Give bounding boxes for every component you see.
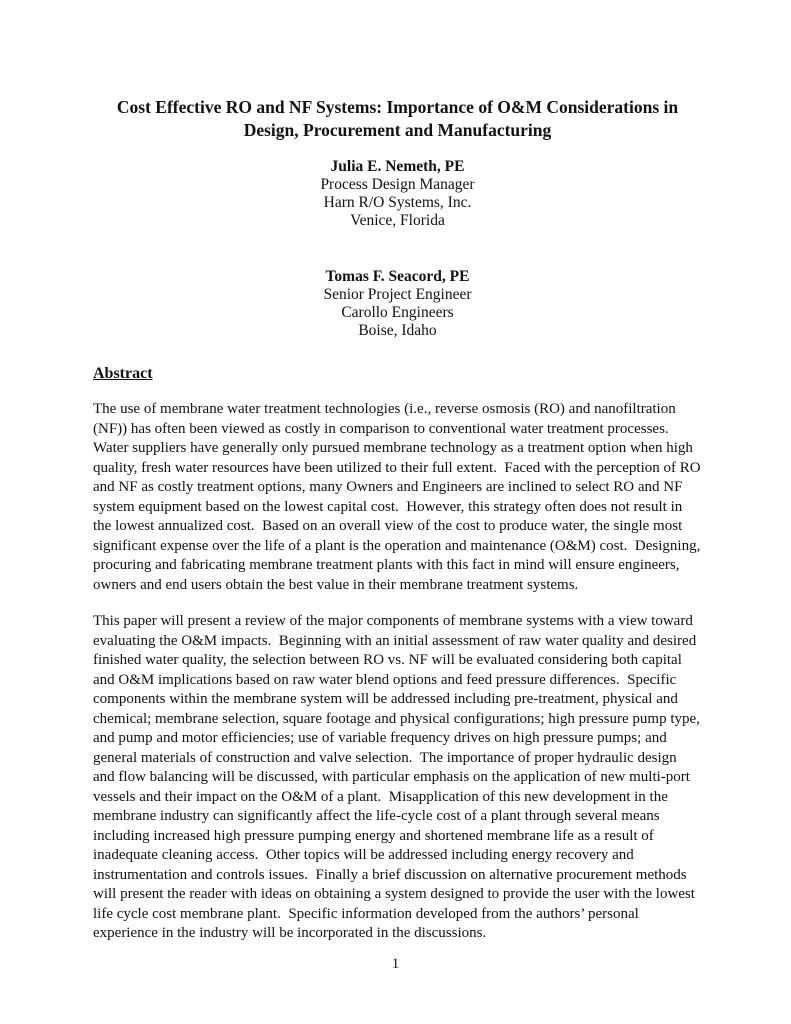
author-role: Senior Project Engineer xyxy=(323,286,472,303)
author-location: Boise, Idaho xyxy=(358,322,437,339)
author-location: Venice, Florida xyxy=(350,212,445,229)
author-block-1 xyxy=(93,158,702,230)
author-company: Carollo Engineers xyxy=(341,304,454,321)
abstract-paragraph-1: The use of membrane water treatment technologies (i.e., reverse osmosis (RO) and nanofiltration (NF)) has often been viewed as costly in comparison to conventional water treatment processes. Water suppliers have generally only pursued membrane technology as a treatment option when high quality, fresh water resources have been utilized to their full extent. Faced with the perception of RO and NF as costly treatment options, many Owners and Engineers are inclined to select RO and NF system equipment based on the lowest capital cost. However, this strategy often does not result in the lowest annualized cost. Based on an overall view of the cost to produce water, the single most significant expense over the life of a plant is the operation and maintenance (O&M) cost. Designing, procuring and fabricating membrane treatment plants with this fact in mind will ensure engineers, owners and end users obtain the best value in their membrane treatment systems. xyxy=(93,401,705,593)
page-number: 1 xyxy=(391,956,400,972)
author-name: Julia E. Nemeth, PE xyxy=(330,158,465,175)
paper-title: Cost Effective RO and NF Systems: Importance of O&M Considerations in Design, Procurement and Manufacturing xyxy=(116,97,679,140)
author-block-2 xyxy=(93,268,702,340)
abstract-paragraph-2: This paper will present a review of the major components of membrane systems with a view toward evaluating the O&M impacts. Beginning with an initial assessment of raw water quality and desired finished water quality, the selection between RO vs. NF will be evaluated considering both capital and O&M implications based on raw water blend options and feed pressure differences. Specific components within the membrane system will be addressed including pre-treatment, physical and chemical; membrane selection, square footage and physical configurations; high pressure pump type, and pump and motor efficiencies; use of variable frequency drives on high pressure pumps; and general materials of construction and valve selection. The importance of proper hydraulic design and flow balancing will be discussed, with particular emphasis on the application of new multi-port vessels and their impact on the O&M of a plant. Misapplication of this new development in the membrane industry can significantly affect the life-cycle cost of a plant through several means including increased high pressure pumping energy and shortened membrane life as a result of inadequate cleaning access. Other topics will be addressed including energy recovery and instrumentation and controls issues. Finally a brief discussion on alternative procurement methods will present the reader with ideas on obtaining a system designed to provide the user with the lowest life cycle cost membrane plant. Specific information developed from the authors’ personal experience in the industry will be incorporated in the discussions. xyxy=(93,613,704,941)
author-company: Harn R/O Systems, Inc. xyxy=(323,194,472,211)
author-name: Tomas F. Seacord, PE xyxy=(325,268,470,285)
abstract-heading: Abstract xyxy=(93,365,153,382)
author-role: Process Design Manager xyxy=(320,176,475,193)
